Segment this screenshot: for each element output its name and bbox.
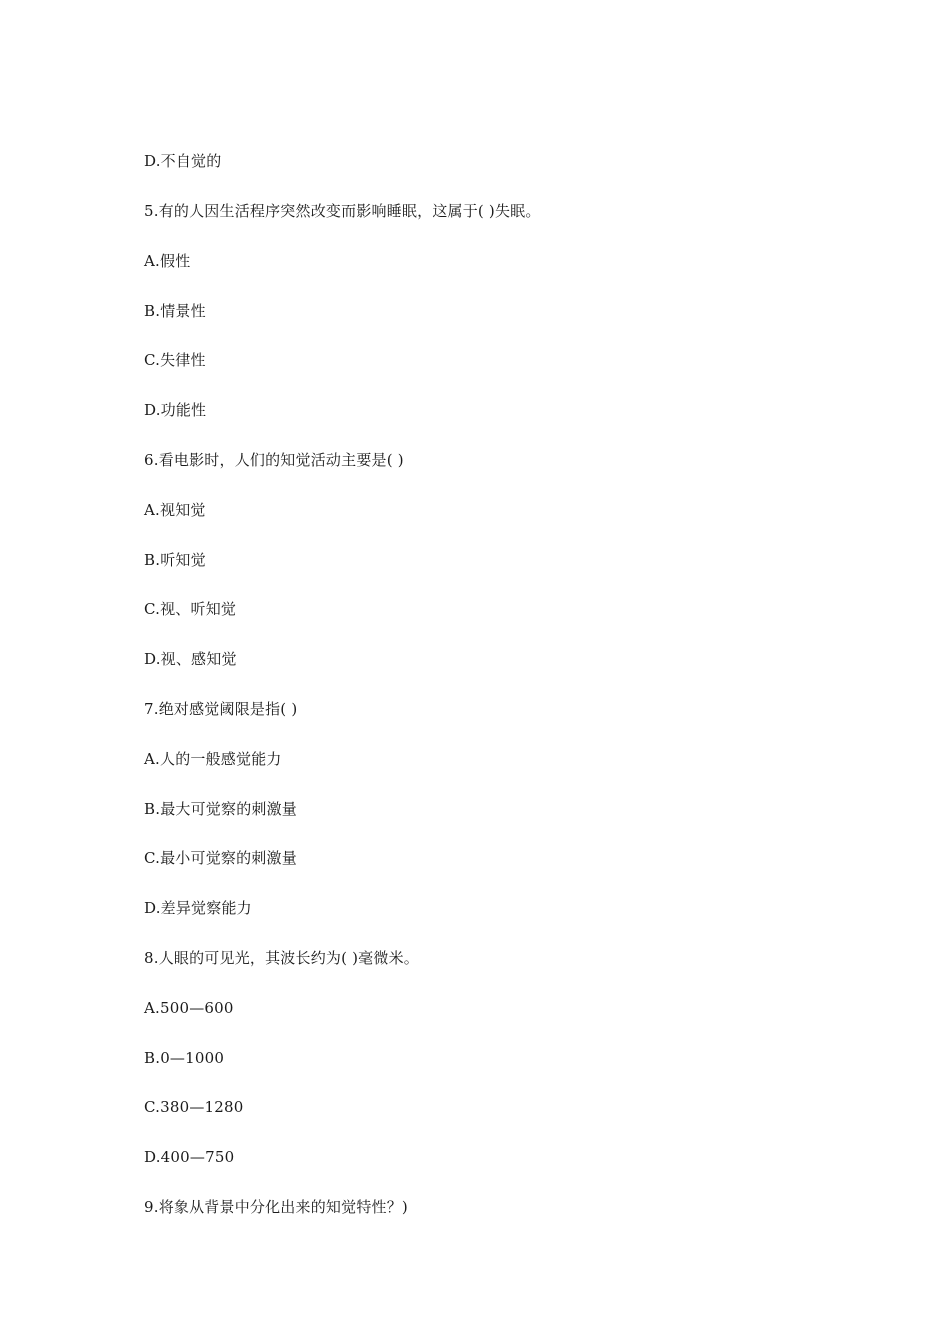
question-7: 7.绝对感觉阈限是指( ) [144,700,298,718]
option-a-q5: A.假性 [144,252,191,270]
option-c-q8: C.380—1280 [144,1098,244,1116]
question-8: 8.人眼的可见光，其波长约为( )毫微米。 [144,949,419,967]
question-6: 6.看电影时，人们的知觉活动主要是( ) [144,451,404,469]
option-c-q5: C.失律性 [144,351,206,369]
option-d-q7: D.差异觉察能力 [144,899,252,917]
option-d-q8: D.400—750 [144,1148,235,1166]
option-a-q7: A.人的一般感觉能力 [144,750,282,768]
option-c-q7: C.最小可觉察的刺激量 [144,849,297,867]
option-d-q5: D.功能性 [144,401,207,419]
option-a-q6: A.视知觉 [144,501,206,519]
option-c-q6: C.视、听知觉 [144,600,237,618]
option-a-q8: A.500—600 [144,999,234,1017]
question-5: 5.有的人因生活程序突然改变而影响睡眠，这属于( )失眠。 [144,202,541,220]
option-d-q6: D.视、感知觉 [144,650,237,668]
option-b-q5: B.情景性 [144,302,206,320]
option-d-q4: D.不自觉的 [144,152,222,170]
option-b-q6: B.听知觉 [144,551,206,569]
question-9: 9.将象从背景中分化出来的知觉特性？) [144,1198,408,1216]
option-b-q7: B.最大可觉察的刺激量 [144,800,297,818]
option-b-q8: B.0—1000 [144,1049,225,1067]
